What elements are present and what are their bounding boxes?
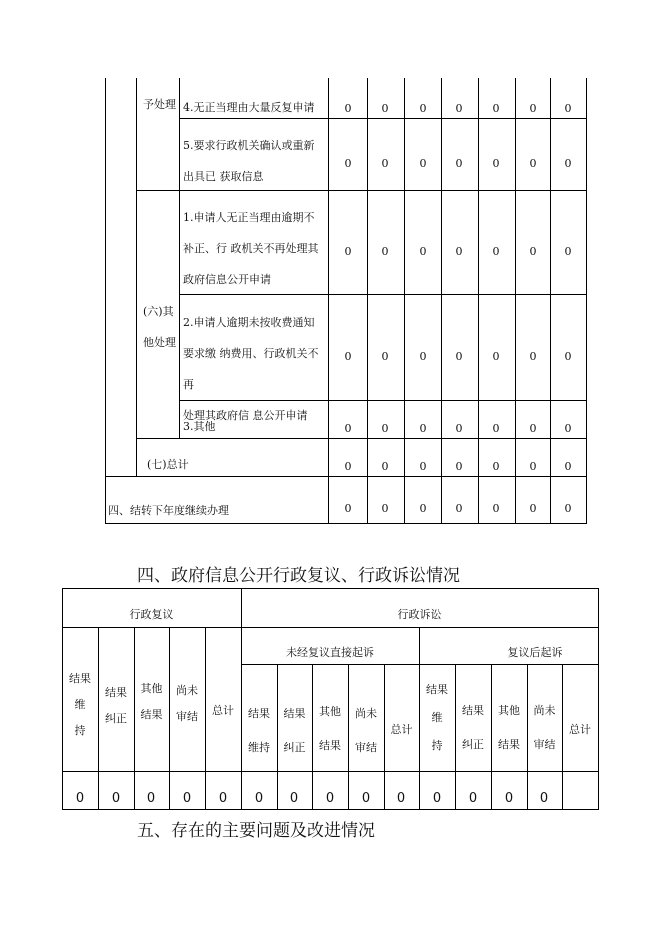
value-cell: 0 xyxy=(455,102,463,115)
value-cell: 0 xyxy=(381,422,389,435)
value-cell: 0 xyxy=(419,245,427,258)
value-cell: 0 xyxy=(289,791,299,806)
value-cell: 0 xyxy=(492,157,500,170)
value-cell: 0 xyxy=(419,422,427,435)
value-cell: 0 xyxy=(146,791,156,806)
value-cell: 0 xyxy=(504,791,514,806)
value-cell: 0 xyxy=(564,350,572,363)
value-cell: 0 xyxy=(455,502,463,515)
row-label-confirm-info: 5.要求行政机关确认或重新 出具已 获取信息 xyxy=(183,139,315,183)
header-after-review-suit: 复议后起诉 xyxy=(507,646,563,659)
row-label-other: 3.其他 xyxy=(183,420,216,433)
value-cell: 0 xyxy=(455,157,463,170)
value-cell: 0 xyxy=(396,791,406,806)
subcategory-other-processing: (六)其 他处理 xyxy=(143,305,176,349)
value-cell: 0 xyxy=(564,502,572,515)
header-admin-litigation: 行政诉讼 xyxy=(397,608,442,621)
value-cell: 0 xyxy=(381,157,389,170)
value-cell: 0 xyxy=(492,460,500,473)
col-after-correct: 结果 纠正 xyxy=(462,704,484,751)
review-litigation-table xyxy=(62,588,599,810)
value-cell: 0 xyxy=(344,245,352,258)
value-cell: 0 xyxy=(381,502,389,515)
value-cell: 0 xyxy=(419,502,427,515)
value-cell: 0 xyxy=(455,422,463,435)
value-cell: 0 xyxy=(361,791,371,806)
row-label-carry-over: 四、结转下年度继续办理 xyxy=(108,504,229,517)
value-cell: 0 xyxy=(218,791,228,806)
row-label-unpaid-fees: 2.申请人逾期未按收费通知 要求缴 纳费用、行政机关不再 处理其政府信 息公开申请 xyxy=(183,316,319,422)
value-cell: 0 xyxy=(529,350,537,363)
value-cell: 0 xyxy=(455,350,463,363)
value-cell: 0 xyxy=(344,502,352,515)
value-cell: 0 xyxy=(381,350,389,363)
value-cell: 0 xyxy=(529,245,537,258)
col-review-maintain: 结果 维 持 xyxy=(69,672,91,737)
row-label-repeated-requests: 4.无正当理由大量反复申请 xyxy=(183,101,315,114)
value-cell: 0 xyxy=(344,350,352,363)
value-cell: 0 xyxy=(432,791,442,806)
value-cell: 0 xyxy=(381,102,389,115)
col-review-correct: 结果 纠正 xyxy=(105,686,127,725)
col-direct-correct: 结果 纠正 xyxy=(283,707,306,754)
value-cell: 0 xyxy=(564,102,572,115)
value-cell: 0 xyxy=(419,157,427,170)
col-review-total: 总计 xyxy=(212,704,234,717)
col-review-other: 其他 结果 xyxy=(140,682,163,721)
value-cell: 0 xyxy=(492,102,500,115)
value-cell: 0 xyxy=(344,157,352,170)
row-label-total: (七)总计 xyxy=(147,458,189,471)
value-cell: 0 xyxy=(564,460,572,473)
col-review-pending: 尚未 审结 xyxy=(176,684,198,723)
value-cell: 0 xyxy=(325,791,335,806)
value-cell: 0 xyxy=(344,460,352,473)
section-4-title: 四、政府信息公开行政复议、行政诉讼情况 xyxy=(137,566,460,586)
value-cell: 0 xyxy=(254,791,264,806)
value-cell: 0 xyxy=(492,502,500,515)
value-cell: 0 xyxy=(468,791,478,806)
section-5-title: 五、存在的主要问题及改进情况 xyxy=(137,821,375,841)
value-cell: 0 xyxy=(344,102,352,115)
value-cell: 0 xyxy=(564,157,572,170)
value-cell: 0 xyxy=(419,102,427,115)
value-cell: 0 xyxy=(564,422,572,435)
header-direct-suit: 未经复议直接起诉 xyxy=(286,646,374,659)
value-cell: 0 xyxy=(455,245,463,258)
header-admin-review: 行政复议 xyxy=(129,608,174,621)
value-cell: 0 xyxy=(529,102,537,115)
col-after-other: 其他 结果 xyxy=(498,704,520,751)
value-cell: 0 xyxy=(381,460,389,473)
col-after-total: 总计 xyxy=(569,723,591,736)
col-direct-other: 其他 结果 xyxy=(319,705,341,752)
col-direct-pending: 尚未 审结 xyxy=(355,707,377,754)
col-direct-maintain: 结果 维持 xyxy=(248,707,270,754)
value-cell: 0 xyxy=(529,460,537,473)
col-after-maintain: 结果 维 持 xyxy=(426,683,448,752)
value-cell: 0 xyxy=(492,422,500,435)
value-cell: 0 xyxy=(381,245,389,258)
value-cell: 0 xyxy=(539,791,549,806)
value-cell: 0 xyxy=(75,791,85,806)
value-cell: 0 xyxy=(419,350,427,363)
value-cell: 0 xyxy=(182,791,192,806)
value-cell: 0 xyxy=(111,791,121,806)
value-cell: 0 xyxy=(529,422,537,435)
value-cell: 0 xyxy=(455,460,463,473)
row-label-overdue-correction: 1.申请人无正当理由逾期不 补正、行 政机关不再处理其 政府信息公开申请 xyxy=(183,211,319,286)
value-cell: 0 xyxy=(564,245,572,258)
col-direct-total: 总计 xyxy=(390,723,413,736)
col-after-pending: 尚未 审结 xyxy=(533,704,556,751)
value-cell: 0 xyxy=(492,245,500,258)
disposal-table xyxy=(105,78,587,524)
value-cell: 0 xyxy=(529,502,537,515)
value-cell: 0 xyxy=(344,422,352,435)
value-cell: 0 xyxy=(529,157,537,170)
value-cell: 0 xyxy=(492,350,500,363)
value-cell: 0 xyxy=(419,460,427,473)
subcategory-pre-processing: 予处理 xyxy=(143,98,176,111)
